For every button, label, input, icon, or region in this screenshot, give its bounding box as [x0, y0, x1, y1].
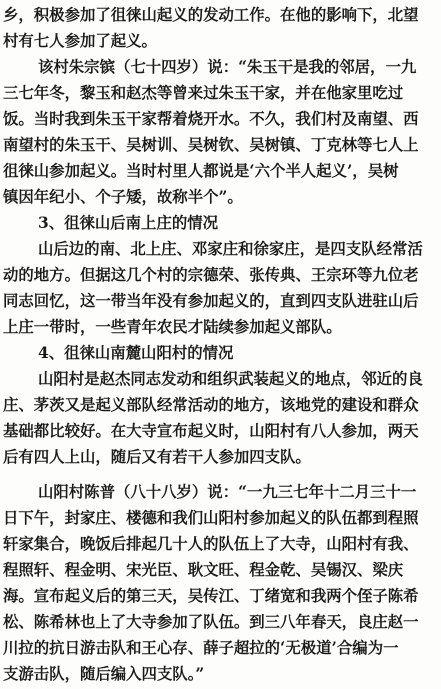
text-line-5: 饭。当时我到朱玉干家帮着烧开水。不久，我们村及南望、西: [3, 110, 419, 128]
text-line-26: 支游击队，随后编入四支队。”: [3, 665, 205, 683]
text-line-25: 川拉的抗日游击队和王心存、薛子超拉的‘无极道’合编为一: [3, 639, 399, 657]
text-line-17: 基础都比较好。在大寺宣布起义时，山阳村有八人参加，两天: [3, 422, 419, 440]
text-line-10: 山后边的南、北上庄、邓家庄和徐家庄，是四支队经常活: [38, 240, 423, 258]
text-line-15: 山阳村是赵杰同志发动和组织武装起义的地点，邻近的良: [38, 370, 423, 388]
text-line-1: 乡，积极参加了徂徕山起义的发动工作。在他的影响下，北望: [3, 6, 419, 24]
section-heading-4: 4、徂徕山南麓山阳村的情况: [38, 344, 234, 362]
text-line-19: 山阳村陈普（八十八岁）说：“一九三七年十二月三十一: [38, 483, 417, 501]
section-heading-3: 3、徂徕山后南上庄的情况: [38, 214, 219, 232]
text-line-3: 该村朱宗镔（七十四岁）说：“朱玉干是我的邻居，一九: [38, 58, 417, 76]
text-line-24: 松、陈希林也上了大寺参加了队伍。到三八年春天，良庄赵一: [3, 613, 419, 631]
text-line-4: 三七年冬，黎玉和赵杰等曾来过朱玉干家，并在他家里吃过: [3, 84, 404, 102]
text-line-7: 徂徕山参加起义。当时村里人都说是‘六个半人起义’，吴树: [3, 162, 399, 180]
text-line-12: 同志回忆，这一带当年没有参加起义的，直到四支队进驻山后: [3, 292, 419, 310]
text-line-8: 镇因年纪小、个子矮，故称半个”。: [3, 188, 243, 206]
text-line-11: 动的地方。但据这几个村的宗德荣、张传典、王宗环等九位老: [3, 266, 419, 284]
text-line-18: 后有四人上山，随后又有若干人参加四支队。: [3, 448, 311, 466]
text-line-2: 村有七人参加了起义。: [3, 32, 157, 50]
text-line-21: 轩家集合，晚饭后排起几十人的队伍上了大寺，山阳村有我、: [3, 535, 419, 553]
text-line-23: 海。宣布起义后的第三天，吴传江、丁绪宽和我两个侄子陈希: [3, 587, 419, 605]
text-line-20: 日下午，封家庄、楼德和我们山阳村参加起义的队伍都到程照: [3, 509, 419, 527]
text-line-22: 程照轩、程金明、宋光臣、耿文旺、程金乾、吴锡汉、梁庆: [3, 561, 404, 579]
text-line-6: 南望村的朱玉干、吴树训、吴树钦、吴树镇、丁克林等七人上: [3, 136, 419, 154]
text-line-16: 庄、茅茨又是起义部队经常活动的地方，该地党的建设和群众: [3, 396, 419, 414]
text-line-13: 上庄一带时，一些青年农民才陆续参加起义部队。: [3, 318, 342, 336]
